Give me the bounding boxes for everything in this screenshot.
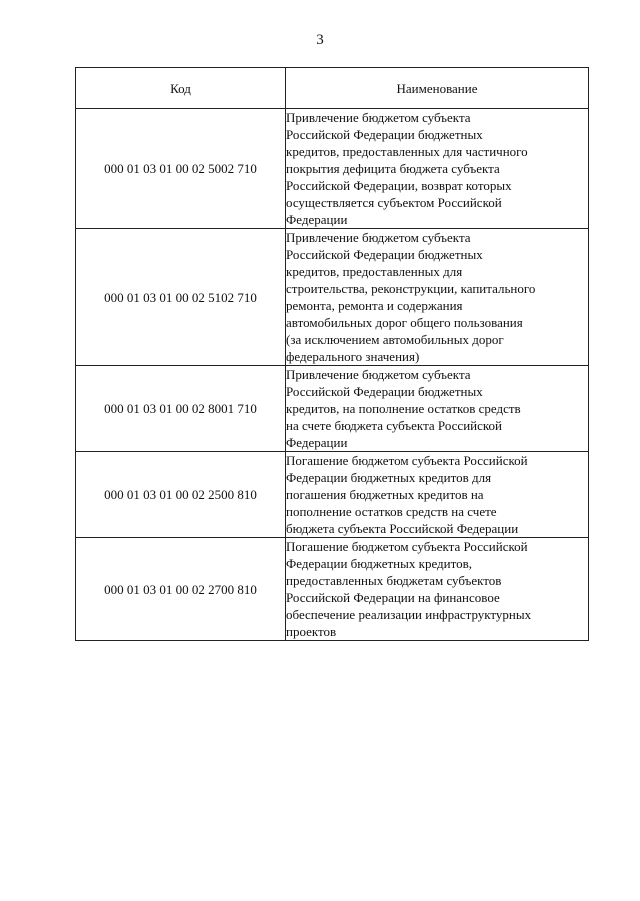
name-line: осуществляется субъектом Российской bbox=[286, 195, 502, 210]
column-header-code: Код bbox=[76, 68, 286, 109]
name-line: ремонта, ремонта и содержания bbox=[286, 298, 463, 313]
name-line: Федерации bbox=[286, 212, 348, 227]
name-line: Привлечение бюджетом субъекта bbox=[286, 367, 471, 382]
name-line: предоставленных бюджетам субъектов bbox=[286, 573, 502, 588]
table-row bbox=[76, 538, 589, 641]
name-line: федерального значения) bbox=[286, 349, 420, 364]
budget-codes-table bbox=[75, 67, 589, 641]
name-line: бюджета субъекта Российской Федерации bbox=[286, 521, 519, 536]
name-cell bbox=[286, 109, 589, 229]
table-row bbox=[76, 229, 589, 366]
code-cell: 000 01 03 01 00 02 2700 810 bbox=[76, 538, 286, 641]
name-line: автомобильных дорог общего пользования bbox=[286, 315, 523, 330]
name-line: проектов bbox=[286, 624, 337, 639]
name-line: обеспечение реализации инфраструктурных bbox=[286, 607, 532, 622]
name-line: погашения бюджетных кредитов на bbox=[286, 487, 484, 502]
name-line: Погашение бюджетом субъекта Российской bbox=[286, 539, 528, 554]
name-line: Погашение бюджетом субъекта Российской bbox=[286, 453, 528, 468]
name-cell bbox=[286, 538, 589, 641]
name-line: Российской Федерации бюджетных bbox=[286, 247, 483, 262]
table-header-row bbox=[76, 68, 589, 109]
code-cell: 000 01 03 01 00 02 8001 710 bbox=[76, 366, 286, 452]
name-line: покрытия дефицита бюджета субъекта bbox=[286, 161, 500, 176]
name-cell bbox=[286, 452, 589, 538]
page-number: 3 bbox=[316, 32, 324, 48]
table-row bbox=[76, 452, 589, 538]
name-line: пополнение остатков средств на счете bbox=[286, 504, 497, 519]
name-line: Привлечение бюджетом субъекта bbox=[286, 110, 471, 125]
code-cell: 000 01 03 01 00 02 2500 810 bbox=[76, 452, 286, 538]
table-row bbox=[76, 366, 589, 452]
name-line: на счете бюджета субъекта Российской bbox=[286, 418, 502, 433]
column-header-name: Наименование bbox=[286, 68, 589, 109]
code-cell: 000 01 03 01 00 02 5102 710 bbox=[76, 229, 286, 366]
name-line: строительства, реконструкции, капитального bbox=[286, 281, 536, 296]
name-line: (за исключением автомобильных дорог bbox=[286, 332, 504, 347]
name-line: кредитов, предоставленных для частичного bbox=[286, 144, 528, 159]
name-line: Российской Федерации бюджетных bbox=[286, 384, 483, 399]
name-cell bbox=[286, 366, 589, 452]
table-row bbox=[76, 109, 589, 229]
name-line: Федерации bbox=[286, 435, 348, 450]
name-line: Российской Федерации, возврат которых bbox=[286, 178, 512, 193]
name-line: Федерации бюджетных кредитов для bbox=[286, 470, 492, 485]
name-line: Привлечение бюджетом субъекта bbox=[286, 230, 471, 245]
name-line: Федерации бюджетных кредитов, bbox=[286, 556, 473, 571]
name-cell bbox=[286, 229, 589, 366]
name-line: Российской Федерации бюджетных bbox=[286, 127, 483, 142]
name-line: кредитов, предоставленных для bbox=[286, 264, 463, 279]
code-cell: 000 01 03 01 00 02 5002 710 bbox=[76, 109, 286, 229]
name-line: кредитов, на пополнение остатков средств bbox=[286, 401, 521, 416]
name-line: Российской Федерации на финансовое bbox=[286, 590, 500, 605]
